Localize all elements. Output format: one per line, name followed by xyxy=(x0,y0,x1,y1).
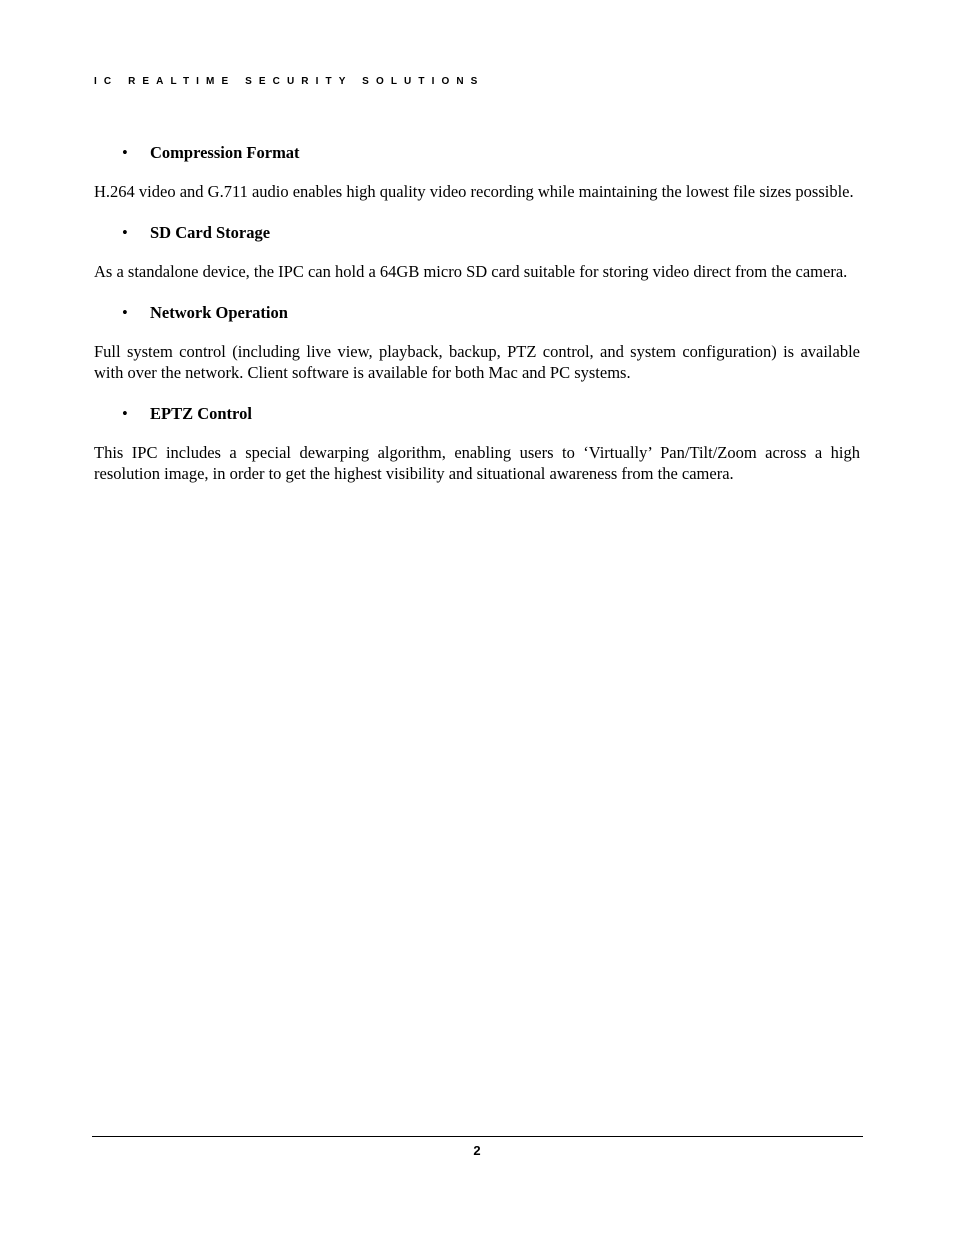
feature-heading-text: SD Card Storage xyxy=(150,223,271,242)
feature-network-operation xyxy=(94,302,860,383)
feature-description: As a standalone device, the IPC can hold a 64GB micro SD card suitable for storing video direct from the camera. xyxy=(94,262,848,281)
bullet-icon: • xyxy=(122,404,128,423)
feature-heading xyxy=(122,403,860,424)
footer-divider xyxy=(92,1136,863,1137)
feature-heading-text: Compression Format xyxy=(150,143,300,162)
feature-description: H.264 video and G.711 audio enables high quality video recording while maintaining the lowest file sizes possible. xyxy=(94,182,854,201)
feature-sd-card-storage xyxy=(94,222,860,282)
running-header: IC REALTIME SECURITY SOLUTIONS xyxy=(94,76,485,87)
feature-compression-format xyxy=(94,142,860,202)
feature-heading xyxy=(122,142,860,163)
page-content xyxy=(94,142,860,504)
feature-heading-text: EPTZ Control xyxy=(150,404,252,423)
feature-heading xyxy=(122,302,860,323)
bullet-icon: • xyxy=(122,223,128,242)
feature-heading-text: Network Operation xyxy=(150,303,288,322)
feature-description: Full system control (including live view, playback, backup, PTZ control, and system configuration) is available with over the network. Client software is available for both Mac and PC systems. xyxy=(94,342,860,382)
bullet-icon: • xyxy=(122,303,128,322)
feature-eptz-control xyxy=(94,403,860,484)
page-number: 2 xyxy=(473,1143,481,1158)
feature-description: This IPC includes a special dewarping algorithm, enabling users to ‘Virtually’ Pan/Tilt/Zoom across a high resolution image, in order to get the highest visibility and situational awareness from the camera. xyxy=(94,443,860,483)
feature-heading xyxy=(122,222,860,243)
bullet-icon: • xyxy=(122,143,128,162)
